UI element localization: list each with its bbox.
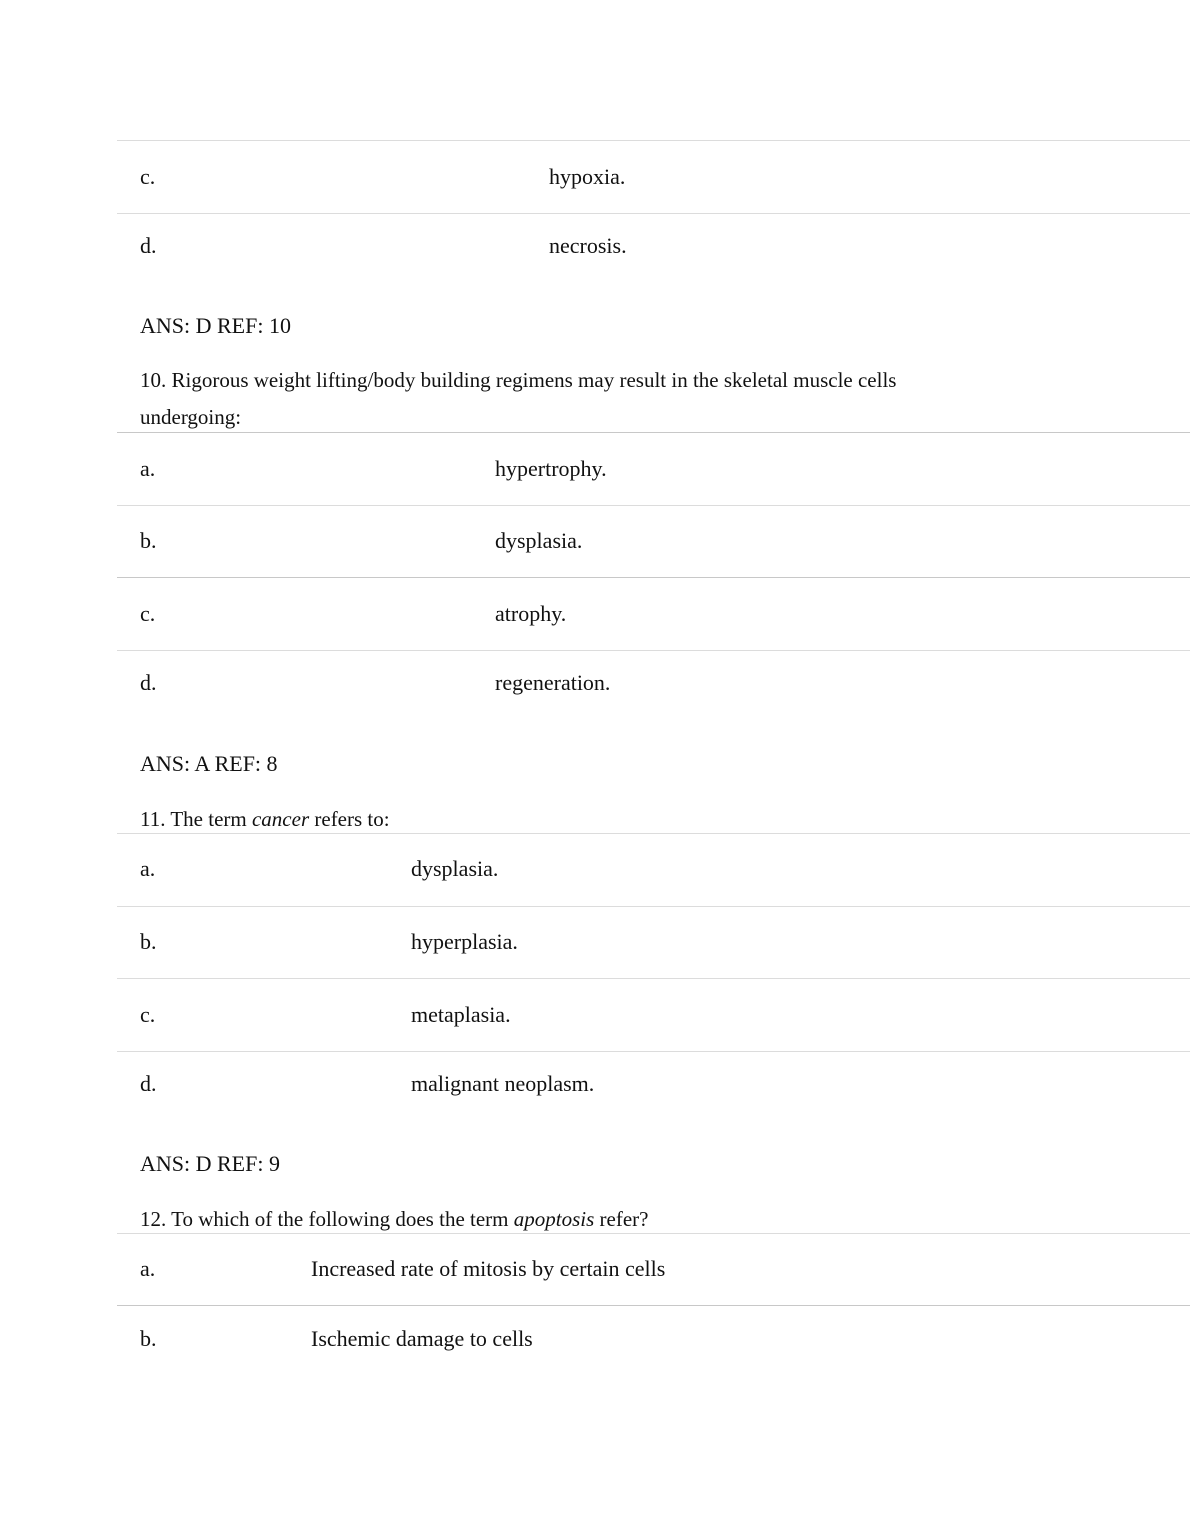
option-letter: a.: [140, 856, 156, 881]
option-text: hypoxia.: [549, 164, 626, 189]
option-letter: c.: [140, 601, 156, 626]
option-text: Ischemic damage to cells: [311, 1326, 533, 1351]
option-letter: c.: [140, 1002, 156, 1027]
row-divider: [117, 1233, 1190, 1234]
option-letter: a.: [140, 1256, 156, 1281]
option-letter: a.: [140, 456, 156, 481]
question-10: 10. Rigorous weight lifting/body building regimens may result in the skeletal muscle cells undergoing:: [140, 368, 897, 429]
answer-key: ANS: D REF: 9: [140, 1151, 280, 1176]
option-text: dysplasia.: [495, 528, 583, 553]
option-letter: b.: [140, 1326, 157, 1351]
row-divider: [117, 906, 1190, 907]
row-divider: [117, 1305, 1190, 1306]
row-divider: [117, 140, 1190, 141]
row-divider: [117, 213, 1190, 214]
option-text: atrophy.: [495, 601, 567, 626]
question-text: refers to:: [309, 807, 390, 831]
option-text: hyperplasia.: [411, 929, 518, 954]
question-text: 12. To which of the following does the term: [140, 1207, 514, 1231]
answer-key: ANS: A REF: 8: [140, 751, 278, 776]
question-text: refer?: [594, 1207, 649, 1231]
question-term: cancer: [251, 807, 310, 831]
row-divider: [117, 978, 1190, 979]
question-term: apoptosis: [513, 1207, 595, 1231]
option-letter: b.: [140, 929, 157, 954]
question-12: [140, 1206, 648, 1232]
row-divider: [117, 432, 1190, 433]
row-divider: [117, 833, 1190, 834]
option-letter: d.: [140, 233, 157, 258]
option-text: regeneration.: [495, 670, 611, 695]
option-letter: d.: [140, 670, 157, 695]
option-text: Increased rate of mitosis by certain cells: [311, 1256, 666, 1281]
option-letter: b.: [140, 528, 157, 553]
row-divider: [117, 505, 1190, 506]
option-text: malignant neoplasm.: [411, 1071, 595, 1096]
option-text: metaplasia.: [411, 1002, 511, 1027]
option-text: hypertrophy.: [495, 456, 607, 481]
row-divider: [117, 650, 1190, 651]
option-letter: d.: [140, 1071, 157, 1096]
answer-key: ANS: D REF: 10: [140, 313, 291, 338]
row-divider: [117, 1051, 1190, 1052]
question-11: [140, 806, 390, 832]
option-text: necrosis.: [549, 233, 627, 258]
option-letter: c.: [140, 164, 156, 189]
option-text: dysplasia.: [411, 856, 499, 881]
row-divider: [117, 577, 1190, 578]
question-text: 11. The term: [140, 807, 252, 831]
